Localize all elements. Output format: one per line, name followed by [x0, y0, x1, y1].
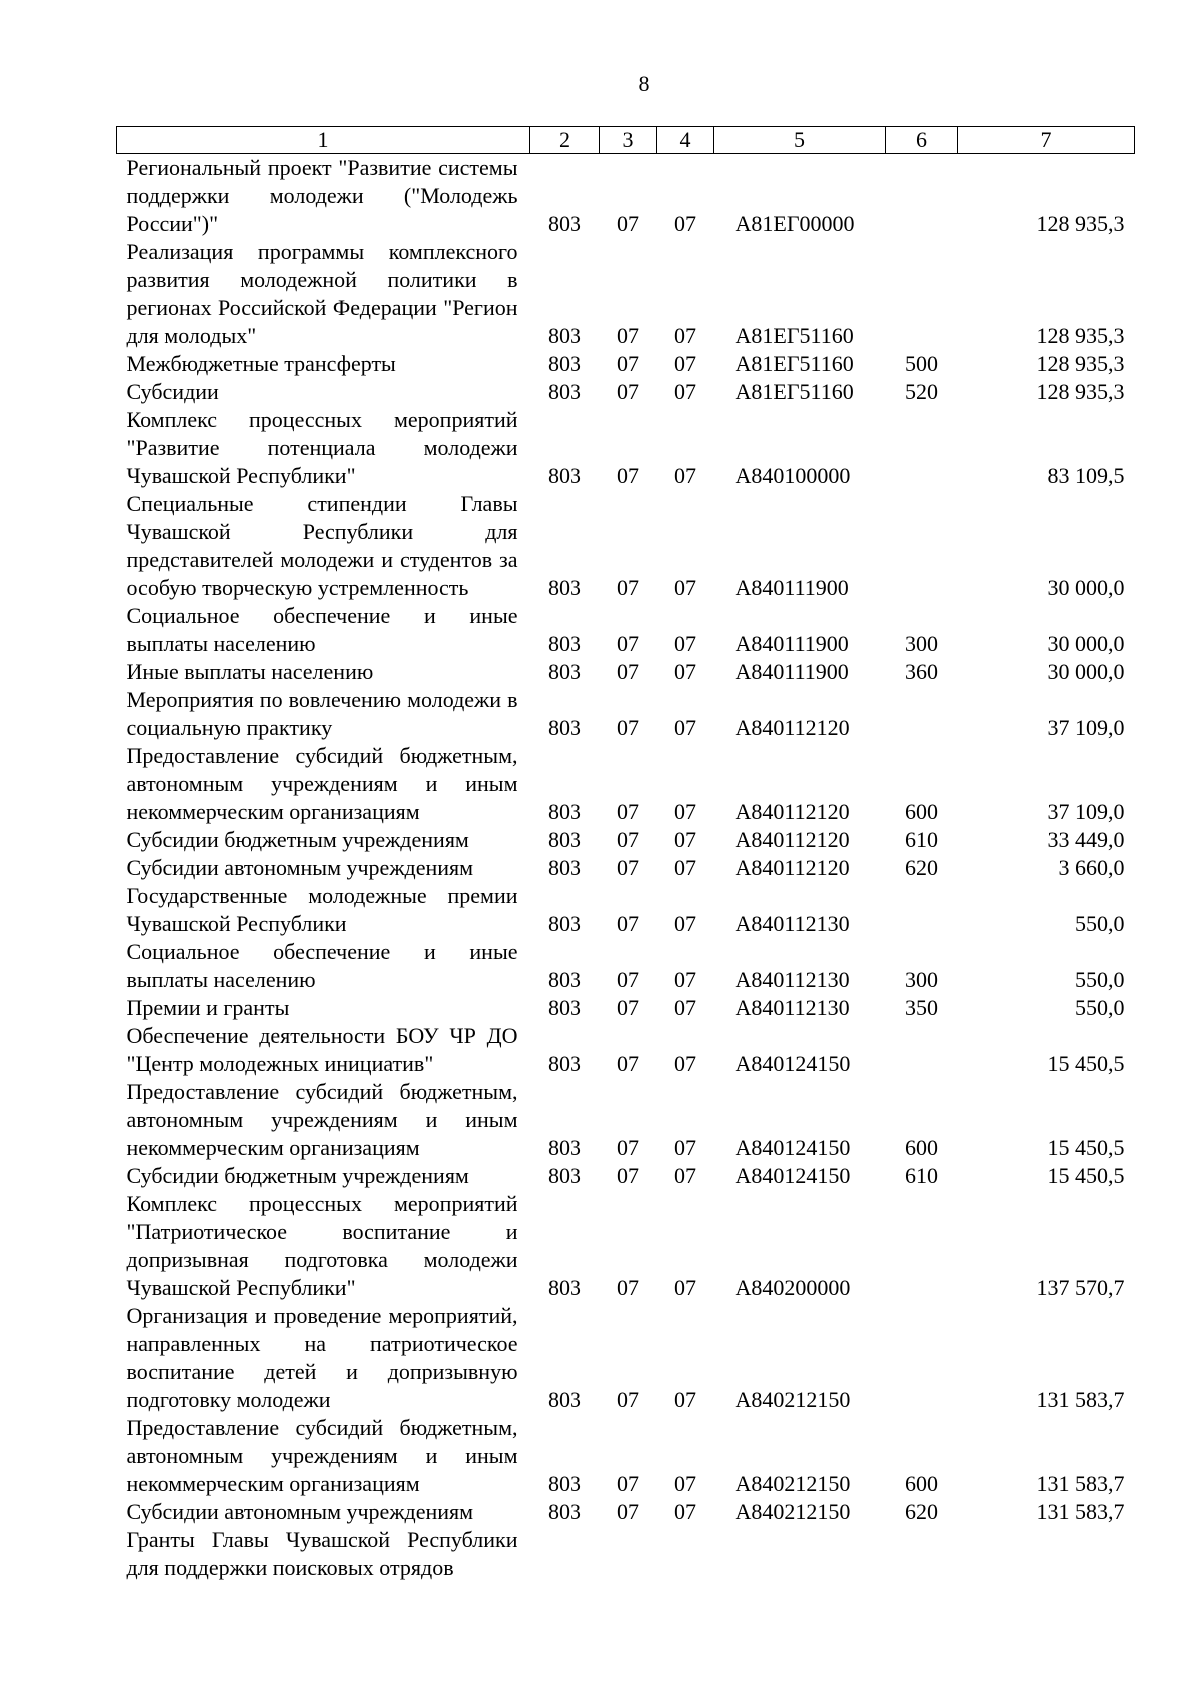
row-col-2: 803 [548, 995, 581, 1020]
row-col-4: 07 [674, 995, 696, 1020]
row-col-7: 128 935,3 [1036, 211, 1125, 236]
row-col-5: А840124150 [735, 1135, 851, 1160]
row-col-5: А81ЕГ51160 [735, 323, 854, 348]
header-row [117, 127, 1135, 154]
row-col-5: А81ЕГ00000 [735, 211, 855, 236]
row-col-2: 803 [548, 1499, 581, 1524]
row-col-5: А840212150 [735, 1499, 851, 1524]
row-col-4: 07 [674, 1051, 696, 1076]
table-row [117, 742, 1135, 826]
row-col-2: 803 [548, 463, 581, 488]
row-col-5: А840112120 [735, 827, 850, 852]
row-col-5: А840112130 [735, 967, 850, 992]
row-col-3: 07 [617, 967, 639, 992]
row-col-2: 803 [548, 379, 581, 404]
row-col-7: 30 000,0 [1047, 575, 1125, 600]
row-col-4: 07 [674, 967, 696, 992]
row-col-3: 07 [617, 631, 639, 656]
row-col-4: 07 [674, 1387, 696, 1412]
row-col-2 [530, 1526, 600, 1582]
row-col-4: 07 [674, 1135, 696, 1160]
row-col-7: 128 935,3 [1036, 351, 1125, 376]
header-col-7: 7 [958, 127, 1135, 154]
row-col-2: 803 [548, 827, 581, 852]
row-col-3: 07 [617, 911, 639, 936]
row-name: Иные выплаты населению [126, 659, 374, 684]
table-row [117, 602, 1135, 658]
row-name: Специальные стипендии Главы Чувашской Республики для представителей молодежи и студентов за особую творческую устремленность [126, 491, 518, 600]
row-col-2: 803 [548, 967, 581, 992]
row-col-7: 131 583,7 [1036, 1387, 1125, 1412]
row-col-6 [886, 1526, 958, 1582]
row-col-3: 07 [617, 211, 639, 236]
row-col-4: 07 [674, 211, 696, 236]
row-name: Предоставление субсидий бюджетным, автономным учреждениям и иным некоммерческим организациям [126, 743, 518, 824]
row-col-7: 15 450,5 [1047, 1051, 1125, 1076]
row-col-7: 33 449,0 [1047, 827, 1125, 852]
row-name: Субсидии автономным учреждениям [126, 855, 474, 880]
row-col-5: А840124150 [735, 1051, 851, 1076]
table-row [117, 406, 1135, 490]
row-col-2: 803 [548, 1387, 581, 1412]
row-col-6 [886, 1022, 958, 1078]
row-name: Организация и проведение мероприятий, направленных на патриотическое воспитание детей и допризывную подготовку молодежи [126, 1303, 518, 1412]
row-name: Межбюджетные трансферты [126, 351, 396, 376]
row-col-5: А840100000 [735, 463, 851, 488]
row-col-7: 3 660,0 [1058, 855, 1125, 880]
row-col-2: 803 [548, 659, 581, 684]
row-col-6 [886, 238, 958, 350]
row-name: Комплекс процессных мероприятий "Развитие потенциала молодежи Чувашской Республики" [126, 407, 518, 488]
row-col-6: 610 [905, 827, 938, 852]
row-name: Реализация программы комплексного развития молодежной политики в регионах Российской Федерации "Регион для молодых" [126, 239, 518, 348]
row-col-4: 07 [674, 855, 696, 880]
row-col-2: 803 [548, 799, 581, 824]
row-col-2: 803 [548, 1275, 581, 1300]
row-col-7 [958, 1526, 1135, 1582]
row-col-2: 803 [548, 631, 581, 656]
row-col-4: 07 [674, 323, 696, 348]
row-col-5 [714, 1526, 886, 1582]
row-col-4: 07 [674, 1163, 696, 1188]
row-col-6: 600 [905, 799, 938, 824]
row-col-3: 07 [617, 351, 639, 376]
row-col-5: А840212150 [735, 1387, 851, 1412]
row-col-2: 803 [548, 1135, 581, 1160]
row-col-7: 550,0 [1075, 967, 1125, 992]
row-col-7: 15 450,5 [1047, 1135, 1125, 1160]
row-col-3: 07 [617, 1163, 639, 1188]
row-col-7: 550,0 [1075, 911, 1125, 936]
row-col-6 [886, 1302, 958, 1414]
row-col-3: 07 [617, 1051, 639, 1076]
row-col-6 [886, 686, 958, 742]
row-col-4: 07 [674, 631, 696, 656]
row-col-3: 07 [617, 1275, 639, 1300]
table-body [117, 154, 1135, 1583]
table-row [117, 658, 1135, 686]
row-col-7: 37 109,0 [1047, 799, 1125, 824]
row-name: Мероприятия по вовлечению молодежи в социальную практику [126, 687, 518, 740]
row-col-6: 600 [905, 1471, 938, 1496]
row-col-7: 15 450,5 [1047, 1163, 1125, 1188]
row-col-3: 07 [617, 995, 639, 1020]
table-row [117, 490, 1135, 602]
row-col-6 [886, 1190, 958, 1302]
header-col-4: 4 [657, 127, 714, 154]
table-row [117, 826, 1135, 854]
row-name: Комплекс процессных мероприятий "Патриотическое воспитание и допризывная подготовка молодежи Чувашской Республики" [126, 1191, 518, 1300]
row-col-6 [886, 882, 958, 938]
row-col-2: 803 [548, 211, 581, 236]
row-col-2: 803 [548, 1163, 581, 1188]
table-row [117, 686, 1135, 742]
row-name: Социальное обеспечение и иные выплаты населению [126, 939, 518, 992]
row-col-5: А81ЕГ51160 [735, 351, 854, 376]
row-name: Предоставление субсидий бюджетным, автономным учреждениям и иным некоммерческим организациям [126, 1415, 518, 1496]
row-col-3: 07 [617, 855, 639, 880]
row-col-2: 803 [548, 1051, 581, 1076]
row-col-5: А840112120 [735, 855, 850, 880]
header-col-3: 3 [600, 127, 657, 154]
row-col-6: 620 [905, 855, 938, 880]
row-col-6: 360 [905, 659, 938, 684]
row-col-7: 128 935,3 [1036, 323, 1125, 348]
row-col-6: 350 [905, 995, 938, 1020]
row-col-4: 07 [674, 1275, 696, 1300]
table-row [117, 1022, 1135, 1078]
row-name: Обеспечение деятельности БОУ ЧР ДО "Центр молодежных инициатив" [126, 1023, 518, 1076]
row-col-3: 07 [617, 1135, 639, 1160]
row-col-5: А840112120 [735, 715, 850, 740]
row-col-7: 137 570,7 [1036, 1275, 1125, 1300]
table-row [117, 938, 1135, 994]
row-col-3: 07 [617, 575, 639, 600]
row-col-6: 620 [905, 1499, 938, 1524]
row-col-6: 520 [905, 379, 938, 404]
table-row [117, 350, 1135, 378]
table-row [117, 882, 1135, 938]
row-name: Субсидии автономным учреждениям [126, 1499, 474, 1524]
row-col-4 [657, 1526, 714, 1582]
row-col-2: 803 [548, 575, 581, 600]
row-col-3: 07 [617, 827, 639, 852]
table-row [117, 1526, 1135, 1582]
page-number: 8 [638, 71, 650, 96]
table-row [117, 154, 1135, 239]
row-col-2: 803 [548, 715, 581, 740]
row-col-3: 07 [617, 463, 639, 488]
row-col-7: 37 109,0 [1047, 715, 1125, 740]
table-row [117, 238, 1135, 350]
row-col-4: 07 [674, 827, 696, 852]
row-col-6: 610 [905, 1163, 938, 1188]
row-col-3: 07 [617, 715, 639, 740]
row-col-5: А840200000 [735, 1275, 851, 1300]
row-col-5: А840111900 [735, 631, 849, 656]
budget-table [116, 126, 1135, 1582]
header-col-5: 5 [714, 127, 886, 154]
header-col-2: 2 [530, 127, 600, 154]
row-col-4: 07 [674, 659, 696, 684]
row-col-5: А840111900 [735, 659, 849, 684]
row-col-4: 07 [674, 715, 696, 740]
row-col-2: 803 [548, 911, 581, 936]
table-row [117, 1498, 1135, 1526]
row-name: Предоставление субсидий бюджетным, автономным учреждениям и иным некоммерческим организациям [126, 1079, 518, 1160]
row-col-4: 07 [674, 379, 696, 404]
table-row [117, 994, 1135, 1022]
row-col-3: 07 [617, 1499, 639, 1524]
row-col-4: 07 [674, 1471, 696, 1496]
row-col-7: 83 109,5 [1047, 463, 1125, 488]
row-col-7: 128 935,3 [1036, 379, 1125, 404]
row-col-7: 30 000,0 [1047, 659, 1125, 684]
row-col-2: 803 [548, 351, 581, 376]
row-col-6: 500 [905, 351, 938, 376]
row-col-5: А840112120 [735, 799, 850, 824]
row-col-6: 300 [905, 631, 938, 656]
row-col-3 [600, 1526, 657, 1582]
row-col-5: А840112130 [735, 995, 850, 1020]
table-row [117, 854, 1135, 882]
row-col-3: 07 [617, 1387, 639, 1412]
header-col-6: 6 [886, 127, 958, 154]
table-row [117, 378, 1135, 406]
row-col-6 [886, 154, 958, 239]
row-name: Социальное обеспечение и иные выплаты населению [126, 603, 518, 656]
row-name: Премии и гранты [126, 995, 290, 1020]
row-col-5: А840112130 [735, 911, 850, 936]
row-col-6 [886, 490, 958, 602]
row-col-3: 07 [617, 379, 639, 404]
row-col-5: А840212150 [735, 1471, 851, 1496]
row-col-5: А840111900 [735, 575, 849, 600]
row-col-4: 07 [674, 351, 696, 376]
row-col-7: 550,0 [1075, 995, 1125, 1020]
row-name: Гранты Главы Чувашской Республики для поддержки поисковых отрядов [126, 1527, 518, 1580]
row-col-7: 131 583,7 [1036, 1471, 1125, 1496]
row-col-7: 131 583,7 [1036, 1499, 1125, 1524]
row-col-3: 07 [617, 323, 639, 348]
row-col-2: 803 [548, 855, 581, 880]
table-row [117, 1078, 1135, 1162]
row-col-4: 07 [674, 911, 696, 936]
row-col-4: 07 [674, 1499, 696, 1524]
row-col-6: 300 [905, 967, 938, 992]
row-col-5: А840124150 [735, 1163, 851, 1188]
row-col-6 [886, 406, 958, 490]
row-col-3: 07 [617, 799, 639, 824]
row-col-4: 07 [674, 463, 696, 488]
row-col-3: 07 [617, 1471, 639, 1496]
table-header [117, 127, 1135, 154]
table-row [117, 1414, 1135, 1498]
row-name: Субсидии бюджетным учреждениям [126, 1163, 469, 1188]
table-row [117, 1162, 1135, 1190]
table-row [117, 1190, 1135, 1302]
row-col-4: 07 [674, 799, 696, 824]
row-name: Субсидии бюджетным учреждениям [126, 827, 469, 852]
table-row [117, 1302, 1135, 1414]
row-col-4: 07 [674, 575, 696, 600]
row-name: Субсидии [126, 379, 219, 404]
row-col-2: 803 [548, 1471, 581, 1496]
row-name: Региональный проект "Развитие системы поддержки молодежи ("Молодежь России")" [126, 155, 518, 236]
row-name: Государственные молодежные премии Чувашской Республики [126, 883, 518, 936]
row-col-6: 600 [905, 1135, 938, 1160]
header-col-1: 1 [117, 127, 530, 154]
row-col-2: 803 [548, 323, 581, 348]
row-col-3: 07 [617, 659, 639, 684]
row-col-5: А81ЕГ51160 [735, 379, 854, 404]
row-col-7: 30 000,0 [1047, 631, 1125, 656]
